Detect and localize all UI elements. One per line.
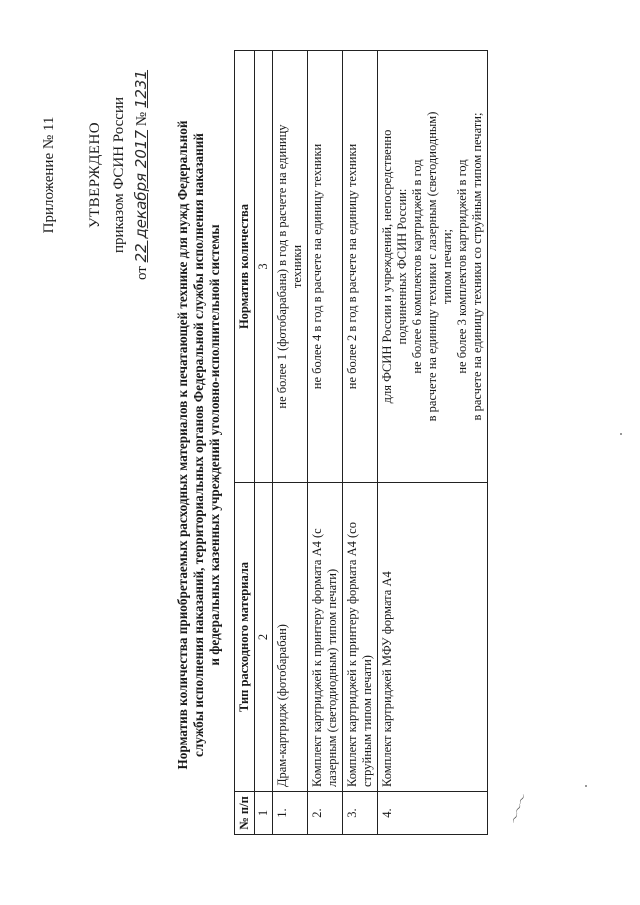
row-num: 3.	[343, 792, 378, 835]
title-line: и федеральных казенных учреждений уголовно-исполнительной системы	[207, 224, 222, 666]
norm-line: в расчете на единицу техники с лазерным (светодиодным)	[425, 111, 439, 422]
col-number: 2	[255, 483, 273, 792]
scan-speck	[620, 433, 622, 435]
row-num: 4.	[378, 792, 488, 835]
appendix-label: Приложение № 11	[41, 116, 57, 234]
table-row	[308, 51, 343, 835]
row-norm	[378, 51, 488, 483]
scan-speck	[585, 785, 587, 787]
handwritten-date: 22 декабря 2017	[132, 129, 150, 263]
table-row	[273, 51, 308, 835]
header-num: № п/п	[235, 792, 255, 835]
handwritten-number: 1231	[132, 69, 150, 109]
row-norm	[343, 51, 378, 483]
row-type: Комплект картриджей к принтеру формата А4 (с лазерным (светодиодным) типом печати)	[308, 483, 343, 792]
table-row	[378, 51, 488, 835]
margin-scribble: 〜〜〜	[507, 793, 530, 827]
approved-label: УТВЕРЖДЕНО	[87, 121, 103, 229]
norm-line: типом печати;	[440, 229, 454, 304]
row-norm	[308, 51, 343, 483]
order-label: приказом ФСИН России	[111, 96, 127, 254]
date-prefix: от	[134, 266, 150, 281]
title-line: службы исполнения наказаний, территориальных органов Федеральной службы исполнения наказаний	[191, 133, 206, 757]
row-num: 2.	[308, 792, 343, 835]
norm-line: в расчете на единицу техники со струйным типом печати;	[470, 112, 484, 421]
row-norm	[273, 51, 308, 483]
title-line: Норматив количества приобретаемых расходных материалов к печатающей технике для нужд Федеральной	[175, 120, 190, 770]
norms-table	[234, 50, 488, 835]
norm-line: не более 1 (фотобарабана) в год в расчете на единицу	[275, 124, 289, 409]
norm-line: не более 6 комплектов картриджей в год	[410, 159, 424, 374]
norm-line: не более 3 комплектов картриджей в год	[455, 159, 469, 374]
order-date-line	[132, 5, 152, 345]
norm-line: техники	[290, 244, 304, 289]
norm-line: не более 4 в год в расчете на единицу техники	[310, 143, 324, 390]
table-row	[343, 51, 378, 835]
column-number-row	[255, 51, 273, 835]
row-type: Драм-картридж (фотобарабан)	[273, 483, 308, 792]
col-number: 1	[255, 792, 273, 835]
document-title	[175, 95, 223, 795]
norm-line: для ФСИН России и учреждений, непосредственно	[380, 129, 394, 404]
norm-line: не более 2 в год в расчете на единицу техники	[345, 143, 359, 390]
norm-line: подчиненных ФСИН России:	[395, 188, 409, 345]
header-type: Тип расходного материала	[235, 483, 255, 792]
col-number: 3	[255, 51, 273, 483]
header-norm: Норматив количества	[235, 51, 255, 483]
number-prefix: №	[134, 111, 150, 127]
row-type: Комплект картриджей к принтеру формата А4 (со струйным типом печати)	[343, 483, 378, 792]
table-header-row	[235, 51, 255, 835]
row-type: Комплект картриджей МФУ формата А4	[378, 483, 488, 792]
row-num: 1.	[273, 792, 308, 835]
